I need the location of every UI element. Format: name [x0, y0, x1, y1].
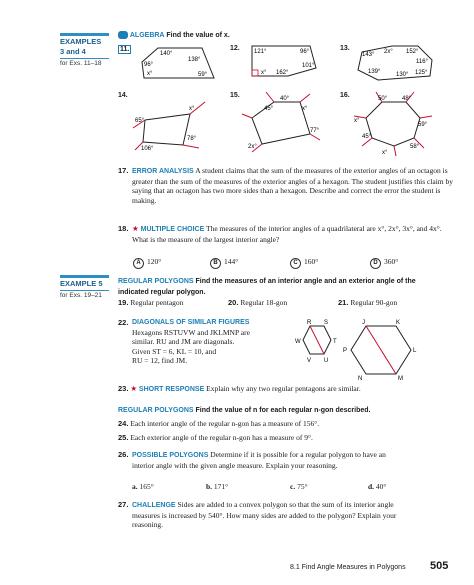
problem-13-number: 13.	[340, 45, 350, 52]
problem-17	[118, 166, 458, 205]
problem-17-text: A student claims that the sum of the measures of the exterior angles of an octagon is greater than the sum of the measures of the exterior angles of a hexagon. The student justifies this claim by saying that an octagon has two more sides than a hexagon. Describe and correct the error the student is making.	[132, 166, 454, 205]
sidebar-title: EXAMPLES	[60, 37, 102, 46]
hex-small-label: S	[324, 320, 329, 326]
section-regular-polygons-1	[118, 276, 448, 297]
fig16-label: x°	[354, 118, 360, 124]
section-instruction: Find the value of n for each regular n-gon described.	[195, 407, 371, 414]
problem-24-number: 24.	[118, 419, 129, 428]
fig11-label: 96°	[144, 62, 154, 68]
figure-13	[348, 42, 438, 84]
problem-24-text: Each interior angle of the regular n-gon has a measure of 156°.	[130, 419, 320, 428]
fig16-label: x°	[382, 150, 388, 156]
problem-22-line: RU = 12, find JM.	[132, 356, 188, 365]
problem-23-number: 23.	[118, 384, 129, 393]
fig13-label: 139°	[368, 69, 381, 75]
problem-18-number: 18.	[118, 224, 129, 233]
algebra-badge-icon	[118, 31, 128, 39]
problem-20-text: Regular 18-gon	[240, 298, 288, 307]
fig12-label: 96°	[300, 49, 310, 55]
regular-polygons-label: REGULAR POLYGONS	[118, 278, 194, 285]
problem-16-number: 16.	[340, 92, 350, 99]
fig14-label: 65°	[135, 118, 145, 124]
hex-big-label: J	[362, 320, 365, 326]
problem-27	[118, 500, 412, 530]
fig13-label: 130°	[396, 72, 409, 78]
algebra-label: ALGEBRA	[129, 32, 165, 39]
problem-21-number: 21.	[338, 298, 349, 307]
regular-polygons-label: REGULAR POLYGONS	[118, 407, 194, 414]
problem-25	[118, 433, 458, 443]
choice-26a: a. 165°	[132, 482, 154, 491]
fig15-label: 40°	[280, 96, 290, 102]
fig12-label: 101°	[302, 63, 315, 69]
figure-15	[238, 88, 328, 156]
choice-d[interactable]: D 360°	[370, 257, 398, 269]
problem-22-line: Given ST = 6, KL = 10, and	[132, 346, 217, 356]
multiple-choice-label: MULTIPLE CHOICE	[140, 226, 205, 233]
problem-19-number: 19.	[118, 298, 129, 307]
sidebar-example-5	[60, 275, 109, 299]
fig13-label: 116°	[416, 59, 428, 65]
hex-big-label: N	[358, 376, 363, 380]
fig13-label: 152°	[406, 49, 419, 55]
fig11-label: 138°	[188, 57, 201, 63]
short-response-label: SHORT RESPONSE	[138, 386, 205, 393]
problem-11-number: 11.	[120, 46, 130, 53]
figure-14	[125, 90, 225, 155]
star-icon: ★	[130, 384, 138, 393]
fig12-label: 162°	[276, 70, 289, 76]
problem-14-number: 14.	[118, 92, 128, 99]
hex-big-label: P	[343, 348, 348, 354]
choice-c[interactable]: C 160°	[290, 257, 318, 269]
fig12-label: 121°	[254, 49, 267, 55]
fig15-label: 77°	[310, 128, 320, 134]
problem-27-number: 27.	[118, 500, 129, 509]
figure-16	[348, 88, 443, 158]
problem-25-text: Each exterior angle of the regular n-gon has a measure of 9°.	[130, 433, 313, 442]
footer-section-title: 8.1 Find Angle Measures in Polygons	[290, 564, 406, 571]
fig16-label: 48°	[402, 96, 412, 102]
sidebar-subtitle: for Exs. 19–21	[60, 290, 109, 299]
figure-11	[130, 44, 225, 82]
section-regular-polygons-2	[118, 405, 458, 416]
problem-15-number: 15.	[230, 92, 240, 99]
problem-24	[118, 419, 458, 429]
hex-small-label: T	[333, 339, 337, 345]
choice-a[interactable]: A 120°	[133, 257, 161, 269]
figure-12	[240, 42, 325, 82]
hex-small-label: V	[307, 358, 312, 364]
page-number: 505	[430, 560, 449, 572]
fig12-label: x°	[261, 70, 267, 76]
problem-22	[118, 318, 302, 366]
sidebar-title: EXAMPLE 5	[60, 279, 103, 288]
problem-23	[118, 384, 458, 395]
problem-27-text: Sides are added to a convex polygon so that the sum of its interior angle measures is increased by 540°. How many sides are added to the polygon? Explain your reasoning.	[132, 500, 397, 529]
star-icon: ★	[132, 224, 139, 233]
fig13-label: 143°	[362, 52, 375, 58]
sidebar-numbers: 3 and 4	[60, 47, 86, 56]
choice-26c: c. 75°	[290, 482, 308, 491]
hex-big-label: K	[396, 320, 401, 326]
hex-small-label: U	[324, 358, 329, 364]
problem-25-number: 25.	[118, 433, 129, 442]
fig16-label: 50°	[378, 96, 388, 102]
section-instruction: Find the measures of an interior angle and an exterior angle of the indicated regular polygon.	[118, 278, 416, 296]
hex-small-label: W	[295, 339, 301, 345]
fig13-label: 2x°	[384, 49, 393, 55]
challenge-label: CHALLENGE	[132, 502, 176, 509]
choice-b[interactable]: B 144°	[210, 257, 238, 269]
figure-22-hexagons	[286, 318, 456, 380]
fig16-label: 45°	[362, 134, 372, 140]
problem-22-line: similar. RU and JM are diagonals.	[132, 337, 235, 346]
problem-18-text: The measures of the interior angles of a quadrilateral are x°, 2x°, 3x°, and 4x°. What is the measure of the largest interior angle?	[132, 224, 442, 244]
problem-12-number: 12.	[230, 45, 240, 52]
section-algebra-header	[118, 30, 458, 41]
fig14-label: x°	[189, 106, 195, 112]
possible-polygons-label: POSSIBLE POLYGONS	[132, 452, 209, 459]
algebra-instruction: Find the value of x.	[166, 32, 230, 39]
problem-26-text: Determine if it is possible for a regular polygon to have an interior angle with the given angle measure. Explain your reasoning.	[132, 450, 386, 470]
problem-22-number: 22.	[118, 318, 129, 327]
fig11-label: x°	[147, 71, 153, 77]
fig14-label: 106°	[141, 146, 154, 152]
hex-big-label: M	[398, 376, 403, 380]
hex-small-label: R	[307, 320, 312, 326]
problem-21-text: Regular 90-gon	[350, 298, 398, 307]
problem-26-number: 26.	[118, 450, 129, 459]
fig16-label: 58°	[410, 144, 420, 150]
sidebar-subtitle: for Exs. 11–18	[60, 58, 109, 67]
problem-17-number: 17.	[118, 166, 129, 175]
fig16-label: 59°	[418, 122, 428, 128]
problem-23-text: Explain why any two regular pentagons are similar.	[206, 384, 361, 393]
fig15-label: 2x°	[248, 144, 257, 150]
choice-26d: d. 40°	[368, 482, 387, 491]
hex-big-label: L	[413, 348, 417, 354]
problem-18	[118, 224, 458, 244]
fig15-label: x°	[302, 106, 308, 112]
fig13-label: 125°	[415, 70, 428, 76]
fig15-label: 45°	[264, 106, 274, 112]
sidebar-examples-3-4	[60, 33, 109, 67]
fig11-label: 59°	[198, 72, 208, 78]
choice-26b: b. 171°	[206, 482, 229, 491]
error-analysis-label: ERROR ANALYSIS	[132, 168, 194, 175]
fig14-label: 78°	[187, 136, 197, 142]
fig11-label: 140°	[160, 51, 173, 57]
problem-26	[118, 450, 402, 470]
problem-22-line: Hexagons RSTUVW and JKLMNP are	[132, 327, 250, 337]
problem-19-text: Regular pentagon	[130, 298, 184, 307]
diagonals-label: DIAGONALS OF SIMILAR FIGURES	[132, 319, 250, 326]
problem-20-number: 20.	[228, 298, 239, 307]
